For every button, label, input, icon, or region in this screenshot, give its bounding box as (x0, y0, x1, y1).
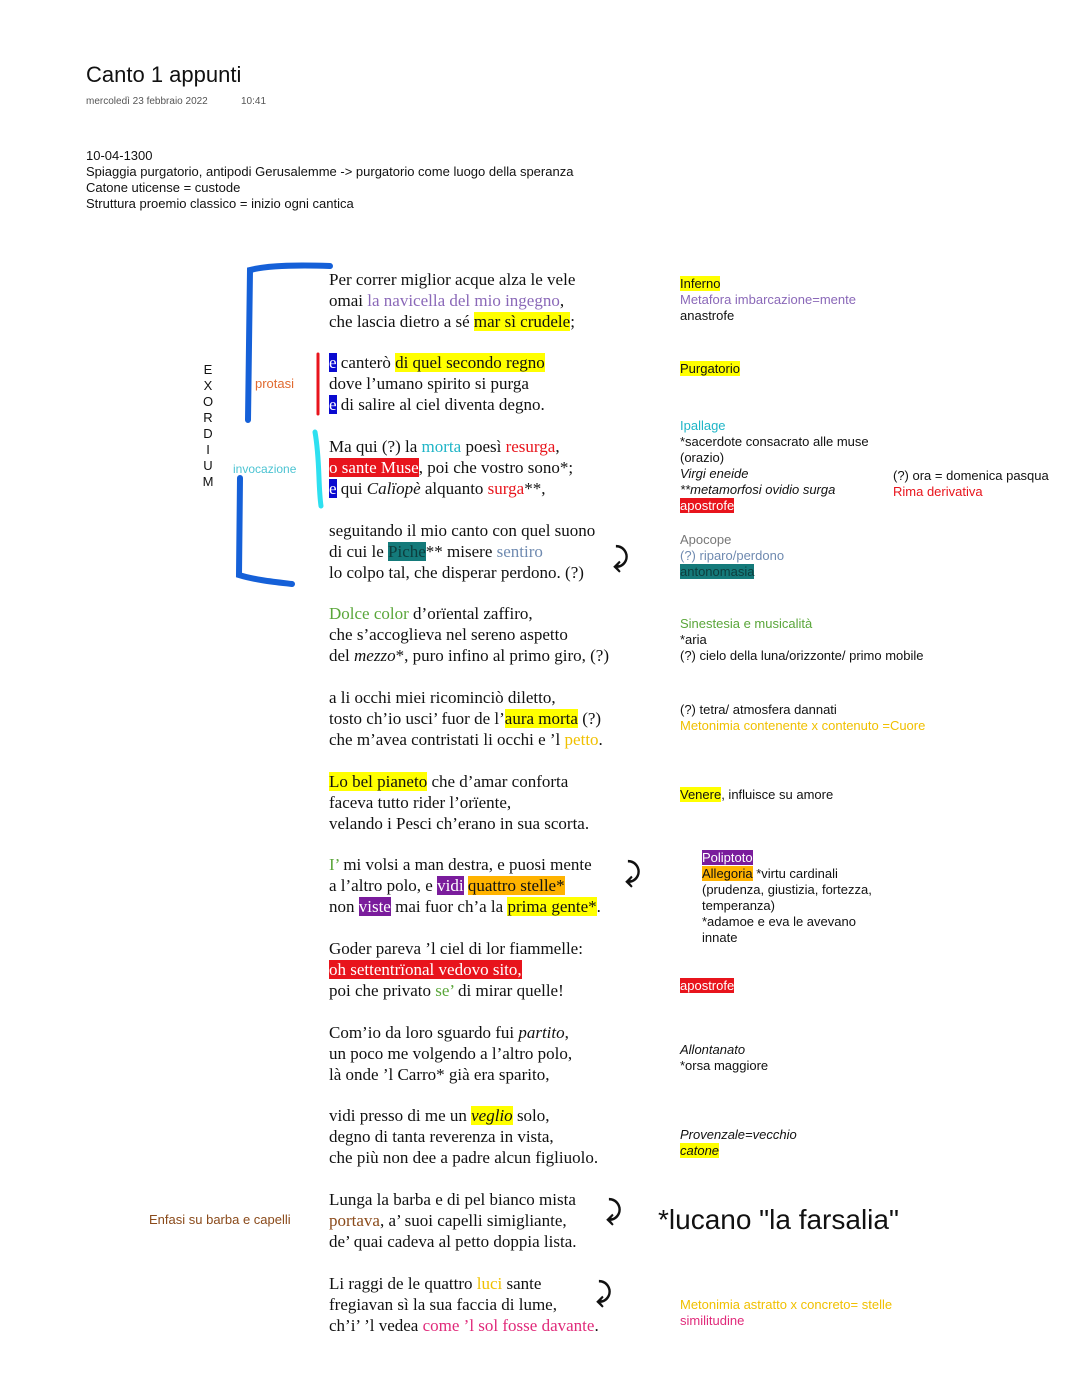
intro-line: Struttura proemio classico = inizio ogni cantica (86, 196, 354, 211)
note-10: Allontanato *orsa maggiore (680, 1042, 769, 1073)
intro-line: Catone uticense = custode (86, 180, 241, 195)
note-13: Metonimia astratto x concreto= stelle similitudine (680, 1297, 893, 1328)
stanza-9: Goder pareva ’l ciel di lor fiammelle: oh settentrïonal vedovo sito, poi che privato se’ di mirar quelle! (329, 939, 583, 1000)
note-8: Poliptoto Allegoria *virtu cardinali (prudenza, giustizia, fortezza, temperanza) *adamoe e eva le avevano innate (702, 850, 872, 945)
note-5: Sinestesia e musicalità *aria (?) cielo della luna/orizzonte/ primo mobile (680, 616, 924, 663)
page-date: mercoledì 23 febbraio 2022 (86, 96, 208, 107)
stanza-13: Li raggi de le quattro luci sante fregiavan sì la sua faccia di lume, ch’i’ ’l vedea come ’l sol fosse davante. (329, 1274, 599, 1335)
stanza-7: Lo bel pianeto che d’amar conforta faceva tutto rider l’orïente, velando i Pesci ch’erano in sua scorta. (329, 772, 590, 833)
note-12: *lucano "la farsalia" (658, 1204, 899, 1235)
invocazione-label: invocazione (233, 462, 297, 476)
stanza-11: vidi presso di me un veglio solo, degno di tanta reverenza in vista, che più non dee a padre alcun figliuolo. (329, 1106, 599, 1167)
exordium-label: E X O R D I U M (202, 362, 214, 489)
page-title: Canto 1 appunti (86, 62, 242, 87)
note-11: Provenzale=vecchio catone (680, 1127, 797, 1158)
protasi-label: protasi (255, 376, 295, 391)
stanza-5: Dolce color d’orïental zaffiro, che s’accoglieva nel sereno aspetto del mezzo*, puro infino al primo giro, (?) (329, 604, 609, 665)
note-7: Venere, influisce su amore (680, 787, 834, 802)
intro-line: Spiaggia purgatorio, antipodi Gerusalemme -> purgatorio come luogo della speranza (86, 164, 574, 179)
note-3-side: (?) ora = domenica pasqua Rima derivativa (893, 468, 1049, 499)
note-9: apostrofe (680, 978, 735, 993)
stanza-12: Lunga la barba e di pel bianco mista portava, a’ suoi capelli simigliante, de’ quai cadeva al petto doppia lista. (329, 1190, 577, 1251)
stanza-8: I’ mi volsi a man destra, e puosi mente a l’altro polo, e vidi quattro stelle* non viste mai fuor ch’a la prima gente*. (329, 855, 601, 916)
note-1: Inferno Metafora imbarcazione=mente anastrofe (680, 276, 856, 323)
curl-arrow-icon: ⤸ (596, 1278, 612, 1308)
curl-arrow-icon: ⤸ (613, 543, 629, 573)
curl-arrow-icon: ⤸ (606, 1196, 622, 1226)
curl-arrow-icon: ⤸ (625, 858, 641, 888)
stanza-2: e canterò di quel secondo regno dove l’umano spirito si purga e di salire al ciel diventa degno. (329, 353, 545, 414)
note-6: (?) tetra/ atmosfera dannati Metonimia contenente x contenuto =Cuore (680, 702, 926, 733)
invocazione-bracket (315, 432, 321, 506)
stanza-1: Per correr miglior acque alza le vele omai la navicella del mio ingegno, che lascia dietro a sé mar sì crudele; (329, 270, 576, 331)
note-4: Apocope (?) riparo/perdono antonomasia (680, 532, 785, 579)
exordium-bracket-bottom (239, 478, 292, 584)
stanza-3: Ma qui (?) la morta poesì resurga, o sante Muse, poi che vostro sono*; e qui Calïopè alquanto surga**, (329, 437, 574, 498)
page-time: 10:41 (241, 96, 267, 107)
intro-line: 10-04-1300 (86, 148, 153, 163)
stanza-4: seguitando il mio canto con quel suono di cui le Piche** misere sentiro lo colpo tal, che disperar perdono. (?) (329, 521, 596, 582)
stanza-10: Com’io da loro sguardo fui partito, un poco me volgendo a l’altro polo, là onde ’l Carro* già era sparito, (329, 1023, 573, 1084)
stanza-6: a li occhi miei ricominciò diletto, tosto ch’io usci’ fuor de l’aura morta (?) che m’avea contristati li occhi e ’l petto. (329, 688, 603, 749)
note-3: Ipallage *sacerdote consacrato alle muse (orazio) Virgi eneide **metamorfosi ovidio surga apostrofe (680, 418, 869, 513)
note-2: Purgatorio (680, 361, 740, 376)
enfasi-label: Enfasi su barba e capelli (149, 1212, 291, 1227)
